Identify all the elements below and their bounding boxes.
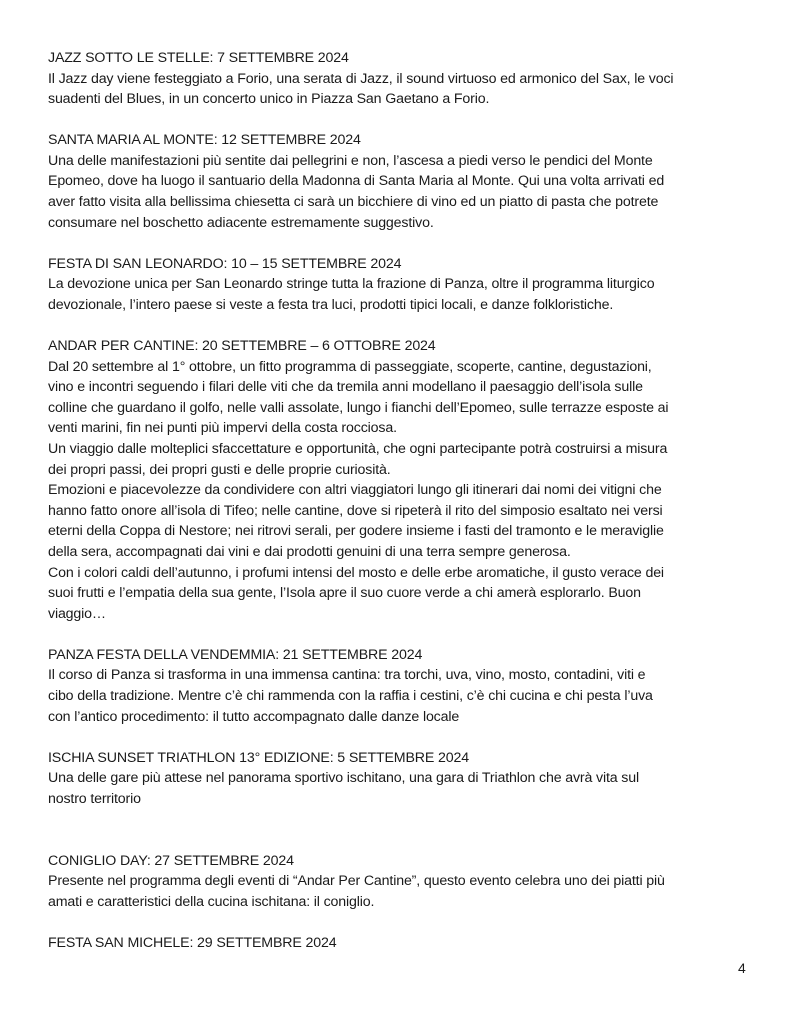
event-heading: ISCHIA SUNSET TRIATHLON 13° EDIZIONE: 5 SETTEMBRE 2024 (48, 749, 469, 766)
event-text-line: dei propri passi, dei propri gusti e delle proprie curiosità. (48, 461, 391, 478)
event-text-line: hanno fatto onore all’isola di Tifeo; nelle cantine, dove si ripeterà il rito del simposio esaltato nei versi (48, 502, 663, 519)
event-section-andar-per-cantine (48, 336, 758, 624)
event-text-line: amati e caratteristici della cucina ischitana: il coniglio. (48, 893, 375, 910)
event-section-festa-vendemmia (48, 645, 758, 727)
event-heading: CONIGLIO DAY: 27 SETTEMBRE 2024 (48, 852, 294, 869)
event-heading: SANTA MARIA AL MONTE: 12 SETTEMBRE 2024 (48, 132, 361, 149)
event-heading: ANDAR PER CANTINE: 20 SETTEMBRE – 6 OTTOBRE 2024 (48, 338, 436, 355)
event-text-line: Epomeo, dove ha luogo il santuario della Madonna di Santa Maria al Monte. Qui una volta arrivati ed (48, 173, 665, 190)
event-text-line: aver fatto visita alla bellissima chiesetta ci sarà un bicchiere di vino ed un piatto di pasta che potrete (48, 194, 659, 211)
page-number: 4 (738, 960, 746, 976)
event-text-line: Dal 20 settembre al 1° ottobre, un fitto programma di passeggiate, scoperte, cantine, degustazioni, (48, 358, 652, 375)
event-text-line: Presente nel programma degli eventi di “Andar Per Cantine”, questo evento celebra uno dei piatti più (48, 873, 665, 890)
event-text-line: nostro territorio (48, 790, 141, 807)
event-text-line: venti marini, fin nei punti più impervi della costa rocciosa. (48, 420, 397, 437)
event-section-triathlon (48, 748, 758, 810)
event-text-line: della sera, accompagnati dai vini e dai prodotti genuini di una terra sempre generosa. (48, 543, 571, 560)
event-section-santa-maria (48, 130, 758, 233)
event-text-line: Il corso di Panza si trasforma in una immensa cantina: tra torchi, uva, vino, mosto, contadini, viti e (48, 667, 646, 684)
event-text-line: colline che guardano il golfo, nelle valli assolate, lungo i fianchi dell’Epomeo, sulle terrazze esposte ai (48, 399, 669, 416)
event-text-line: suadenti del Blues, in un concerto unico in Piazza San Gaetano a Forio. (48, 91, 490, 108)
event-section-san-michele (48, 933, 758, 954)
event-text-line: suoi frutti e l’empatia della sua gente, l’Isola apre il suo cuore verde a chi amerà esplorarlo. Buon (48, 585, 641, 602)
event-section-jazz (48, 48, 758, 110)
event-section-san-leonardo (48, 254, 758, 316)
event-text-line: consumare nel boschetto adiacente estremamente suggestivo. (48, 214, 434, 231)
event-text-line: Il Jazz day viene festeggiato a Forio, una serata di Jazz, il sound virtuoso ed armonico del Sax, le voci (48, 70, 674, 87)
event-text-line: eterni della Coppa di Nestore; nei ritrovi serali, per godere insieme i fasti del tramonto e le meraviglie (48, 523, 664, 540)
event-text-line: cibo della tradizione. Mentre c’è chi rammenda con la raffia i cestini, c’è chi cucina e chi pesta l’uva (48, 688, 653, 705)
event-text-line: devozionale, l’intero paese si veste a festa tra luci, prodotti tipici locali, e danze folkloristiche. (48, 296, 614, 313)
event-text-line: viaggio… (48, 605, 106, 622)
event-text-line: Una delle gare più attese nel panorama sportivo ischitano, una gara di Triathlon che avrà vita sul (48, 770, 639, 787)
event-heading: JAZZ SOTTO LE STELLE: 7 SETTEMBRE 2024 (48, 50, 349, 66)
event-text-line: Una delle manifestazioni più sentite dai pellegrini e non, l’ascesa a piedi verso le pendici del Monte (48, 152, 653, 169)
event-text-line: Emozioni e piacevolezze da condividere con altri viaggiatori lungo gli itinerari dai nomi dei vitigni che (48, 482, 662, 499)
event-heading: PANZA FESTA DELLA VENDEMMIA: 21 SETTEMBRE 2024 (48, 646, 423, 663)
event-heading: FESTA SAN MICHELE: 29 SETTEMBRE 2024 (48, 934, 337, 951)
event-text-line: vino e incontri seguendo i filari delle viti che da tremila anni modellano il paesaggio dell’isola sulle (48, 379, 643, 396)
event-text-line: La devozione unica per San Leonardo stringe tutta la frazione di Panza, oltre il programma liturgico (48, 276, 655, 293)
event-text-line: Con i colori caldi dell’autunno, i profumi intensi del mosto e delle erbe aromatiche, il gusto verace dei (48, 564, 664, 581)
document-page (48, 48, 758, 974)
event-heading: FESTA DI SAN LEONARDO: 10 – 15 SETTEMBRE 2024 (48, 255, 402, 272)
event-text-line: Un viaggio dalle molteplici sfaccettature e opportunità, che ogni partecipante potrà costruirsi a misura (48, 441, 668, 457)
event-section-coniglio-day (48, 851, 758, 913)
event-text-line: con l’antico procedimento: il tutto accompagnato dalle danze locale (48, 708, 460, 725)
